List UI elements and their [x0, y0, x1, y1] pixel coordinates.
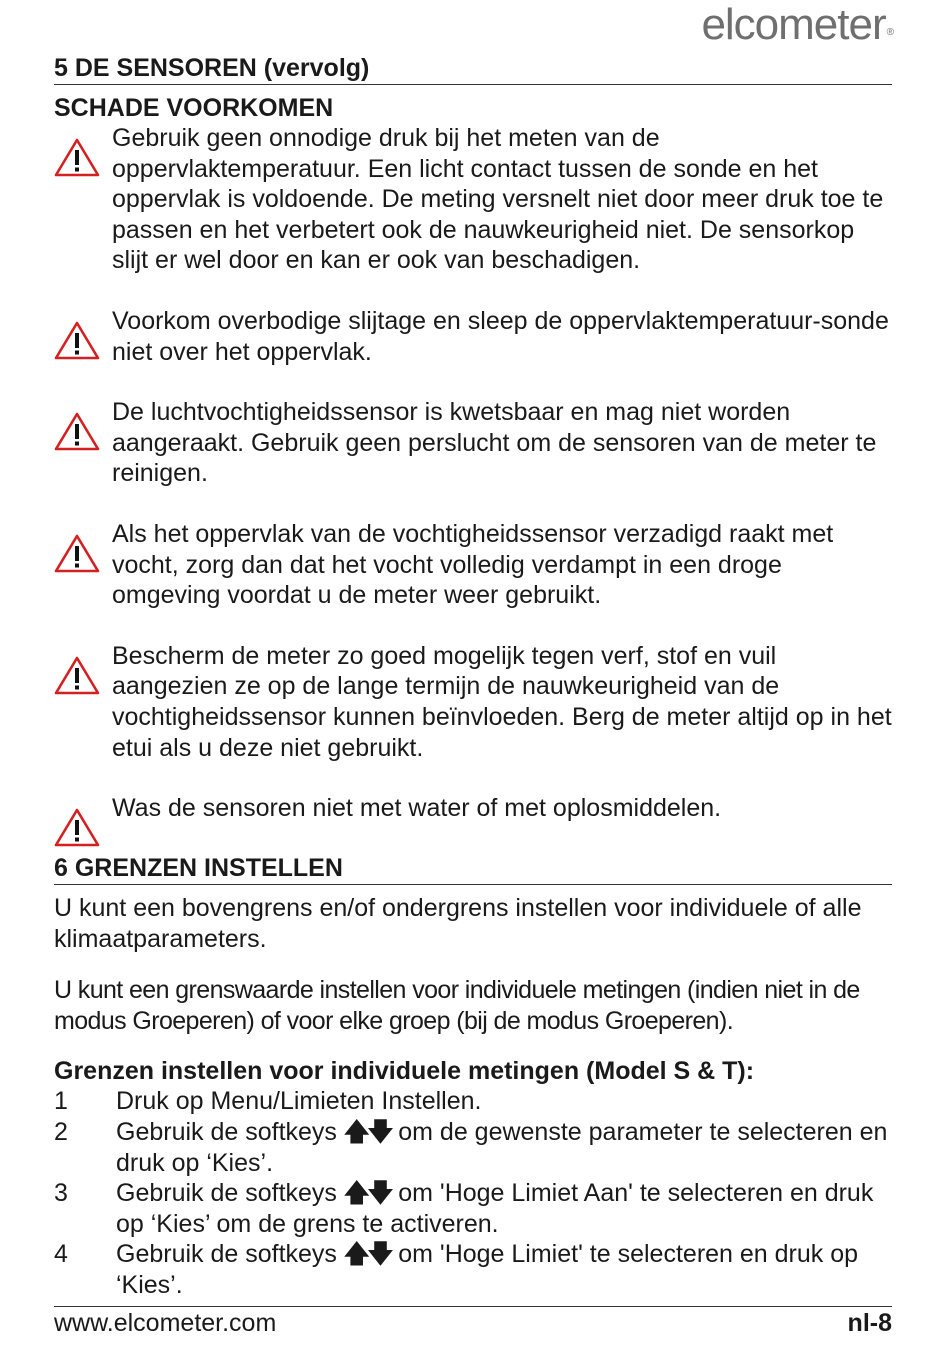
up-down-arrows-icon: 🡅🡇 — [343, 1118, 392, 1147]
step-text-before: Gebruik de softkeys — [116, 1240, 344, 1269]
step-text — [116, 1117, 892, 1178]
footer-url: www.elcometer.com — [54, 1309, 277, 1337]
warning-triangle-icon — [54, 397, 112, 451]
step-item — [54, 1178, 892, 1239]
warning-text: Voorkom overbodige slijtage en sleep de oppervlaktemperatuur-sonde niet over het oppervlak. — [112, 306, 889, 366]
step-text — [116, 1178, 892, 1239]
warnings-list — [54, 123, 892, 847]
warning-text: Gebruik geen onnodige druk bij het meten van de oppervlaktemperatuur. Een licht contact tussen de sonde en het oppervlak is voldoende. De meting versnelt niet door meer druk toe te passen en het verbetert ook de nauwkeurigheid niet. De sensorkop slijt er wel door en kan er ook van beschadigen. — [112, 124, 884, 275]
warning-text: Als het oppervlak van de vochtigheidssensor verzadigd raakt met vocht, zorg dan dat het vocht volledig verdampt in een droge omgeving voordat u de meter weer gebruikt. — [112, 519, 834, 610]
step-text-after: om de gewenste parameter te selecteren en druk op ‘Kies’. — [116, 1118, 888, 1177]
step-item — [54, 1086, 892, 1117]
section-6-heading: 6 GRENZEN INSTELLEN — [54, 853, 892, 885]
step-number: 3 — [54, 1179, 68, 1208]
warning-item — [54, 519, 892, 611]
warning-item — [54, 793, 892, 847]
step-text — [116, 1086, 481, 1117]
step-text — [116, 1239, 892, 1300]
warning-item — [54, 397, 892, 489]
individual-limits-subheading: Grenzen instellen voor individuele metingen (Model S & T): — [54, 1057, 755, 1086]
page-content — [54, 0, 892, 1301]
warning-item — [54, 123, 892, 276]
steps-list — [54, 1086, 892, 1300]
limits-mode-paragraph: U kunt een grenswaarde instellen voor individuele metingen (indien niet in de modus Groeperen) of voor elke groep (bij de modus Groeperen). — [54, 976, 860, 1035]
section-5-heading: 5 DE SENSOREN (vervolg) — [54, 53, 892, 85]
up-down-arrows-icon: 🡅🡇 — [343, 1240, 392, 1269]
warning-text: Bescherm de meter zo goed mogelijk tegen verf, stof en vuil aangezien ze op de lange termijn de nauwkeurigheid van de vochtigheidssensor kunnen beïnvloeden. Berg de meter altijd op in het etui als u deze niet gebruikt. — [112, 641, 892, 762]
warning-text: De luchtvochtigheidssensor is kwetsbaar en mag niet worden aangeraakt. Gebruik geen perslucht om de sensoren van de meter te reinigen. — [112, 398, 877, 488]
warning-text: Was de sensoren niet met water of met oplosmiddelen. — [112, 794, 722, 823]
step-text-after: om 'Hoge Limiet Aan' te selecteren en druk op ‘Kies’ om de grens te activeren. — [116, 1179, 874, 1238]
page-number: nl-8 — [847, 1309, 892, 1337]
limits-intro-paragraph: U kunt een bovengrens en/of ondergrens instellen voor individuele of alle klimaatparameters. — [54, 894, 862, 953]
warning-triangle-icon — [54, 793, 112, 847]
step-text-before: Gebruik de softkeys — [116, 1118, 344, 1147]
warning-triangle-icon — [54, 123, 112, 177]
step-number: 1 — [54, 1087, 68, 1116]
step-number: 2 — [54, 1118, 68, 1147]
step-text-before: Gebruik de softkeys — [116, 1179, 344, 1208]
warning-triangle-icon — [54, 519, 112, 573]
step-number: 4 — [54, 1240, 68, 1269]
step-text-after: om 'Hoge Limiet' te selecteren en druk op ‘Kies’. — [116, 1240, 859, 1300]
step-text-before: Druk op Menu/Limieten Instellen. — [116, 1087, 482, 1116]
page-footer — [54, 1306, 892, 1339]
up-down-arrows-icon: 🡅🡇 — [343, 1179, 392, 1208]
warning-triangle-icon — [54, 306, 112, 360]
warning-item — [54, 641, 892, 763]
step-item — [54, 1239, 892, 1300]
damage-prevention-subheading: SCHADE VOORKOMEN — [54, 94, 334, 122]
step-item — [54, 1117, 892, 1178]
warning-item — [54, 306, 892, 367]
warning-triangle-icon — [54, 641, 112, 695]
elcometer-logo: elcometer® — [701, 0, 893, 49]
